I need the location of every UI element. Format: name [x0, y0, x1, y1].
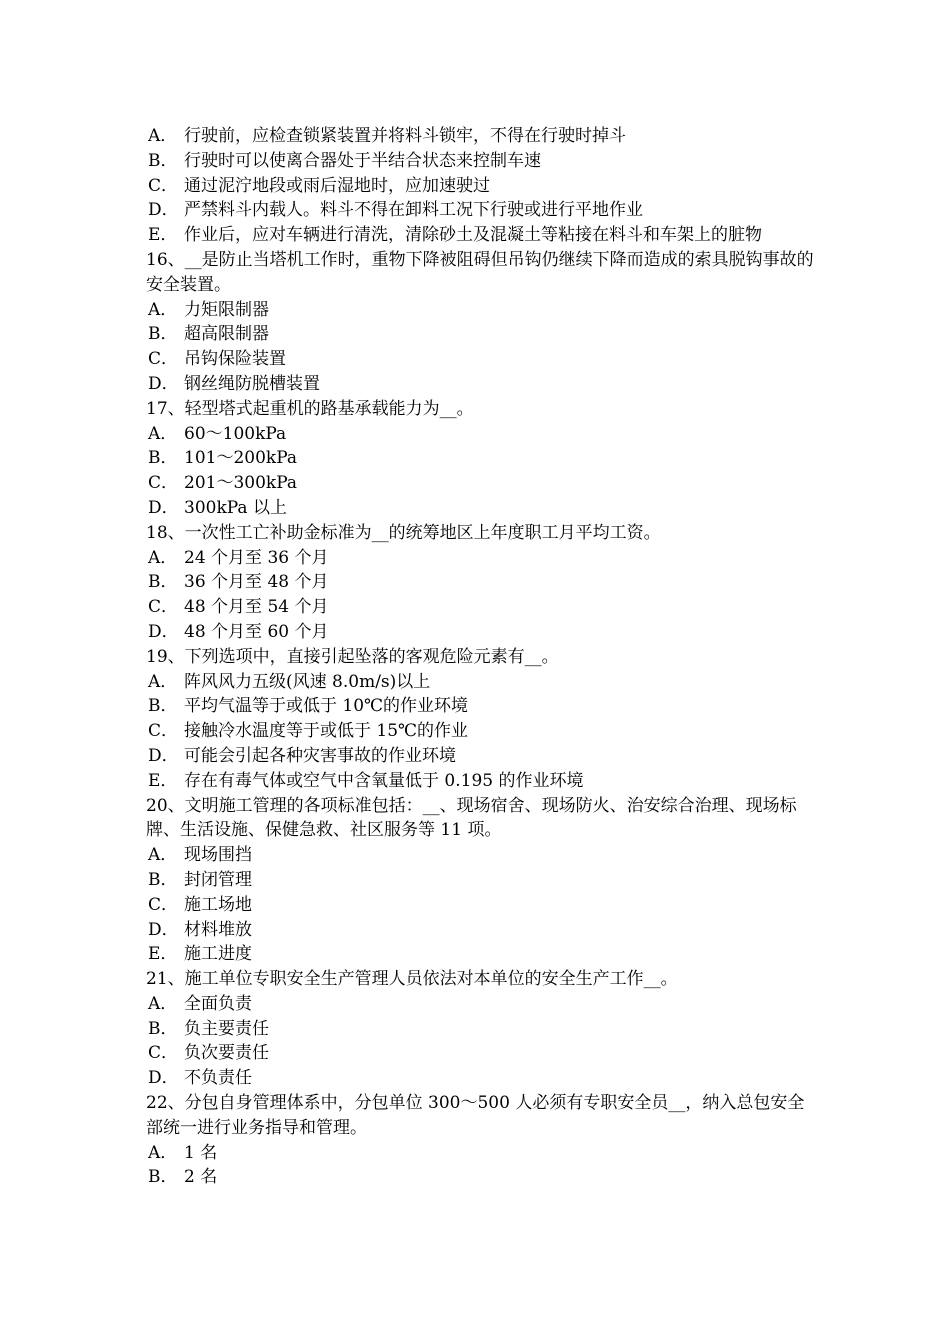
option-text: 36 个月至 48 个月 [184, 572, 329, 593]
option-label: D． [148, 745, 179, 766]
answer-option [146, 992, 814, 1017]
answer-option [146, 347, 814, 372]
option-label: B． [148, 150, 178, 171]
answer-option [146, 719, 814, 744]
option-label: A． [148, 423, 178, 444]
option-label: B． [148, 869, 178, 890]
option-text: 施工进度 [184, 944, 252, 965]
question-stem: 22、分包自身管理体系中，分包单位 300～500 人必须有专职安全员__，纳入总包安全部统一进行业务指导和管理。 [146, 1093, 805, 1138]
option-text: 全面负责 [184, 993, 252, 1014]
option-label: D． [148, 200, 179, 221]
option-label: B． [148, 1018, 178, 1039]
answer-option [146, 918, 814, 943]
option-label: B． [148, 448, 178, 469]
answer-option [146, 570, 814, 595]
option-text: 材料堆放 [184, 919, 252, 940]
option-text: 阵风风力五级(风速 8.0m/s)以上 [184, 671, 431, 692]
option-label: A． [148, 126, 178, 146]
answer-option [146, 322, 814, 347]
option-text: 钢丝绳防脱槽装置 [184, 373, 320, 394]
option-label: E． [148, 225, 178, 246]
option-text: 2 名 [184, 1167, 218, 1188]
option-label: D． [148, 919, 179, 940]
option-label: A． [148, 993, 178, 1014]
option-label: C． [148, 175, 179, 196]
answer-option [146, 446, 814, 471]
question-stem: 18、一次性工亡补助金标准为__的统筹地区上年度职工月平均工资。 [146, 522, 661, 543]
option-text: 行驶前，应检查锁紧装置并将料斗锁牢，不得在行驶时掉斗 [184, 126, 626, 146]
option-text: 负主要责任 [184, 1018, 269, 1039]
option-text: 封闭管理 [184, 869, 252, 890]
option-text: 201～300kPa [184, 473, 298, 494]
option-label: E． [148, 944, 178, 965]
answer-option [146, 124, 814, 149]
question-stem: 20、文明施工管理的各项标准包括：__、现场宿舍、现场防火、治安综合治理、现场标牌、生活设施、保健急救、社区服务等 11 项。 [146, 795, 797, 841]
option-label: B． [148, 572, 178, 593]
option-label: B． [148, 324, 178, 345]
answer-option [146, 595, 814, 620]
answer-option [146, 942, 814, 967]
answer-option [146, 174, 814, 199]
option-text: 超高限制器 [184, 324, 269, 345]
answer-option [146, 868, 814, 893]
answer-option [146, 670, 814, 695]
answer-option [146, 620, 814, 645]
option-label: A． [148, 299, 178, 320]
option-text: 300kPa 以上 [184, 497, 287, 518]
answer-option [146, 422, 814, 447]
option-label: B． [148, 1167, 178, 1188]
answer-option [146, 744, 814, 769]
option-label: C． [148, 1043, 179, 1064]
option-text: 作业后，应对车辆进行清洗，清除砂土及混凝土等粘接在料斗和车架上的脏物 [184, 225, 762, 246]
answer-option [146, 546, 814, 571]
option-text: 通过泥泞地段或雨后湿地时，应加速驶过 [184, 175, 490, 196]
option-text: 1 名 [184, 1142, 218, 1163]
option-text: 48 个月至 60 个月 [184, 621, 329, 642]
answer-option [146, 223, 814, 248]
option-label: D． [148, 373, 179, 394]
option-label: D． [148, 497, 179, 518]
option-text: 现场围挡 [184, 845, 252, 866]
option-text: 平均气温等于或低于 10℃的作业环境 [184, 696, 469, 717]
answer-option [146, 1066, 814, 1091]
answer-option [146, 1141, 814, 1166]
option-label: C． [148, 894, 179, 915]
option-text: 负次要责任 [184, 1043, 269, 1064]
option-text: 48 个月至 54 个月 [184, 597, 329, 618]
option-text: 存在有毒气体或空气中含氧量低于 0.195 的作业环境 [184, 770, 584, 791]
option-text: 行驶时可以使离合器处于半结合状态来控制车速 [184, 150, 541, 171]
answer-option [146, 149, 814, 174]
option-label: B． [148, 696, 178, 717]
option-text: 不负责任 [184, 1068, 252, 1089]
option-text: 施工场地 [184, 894, 252, 915]
answer-option [146, 843, 814, 868]
document-content [146, 124, 814, 1190]
answer-option [146, 893, 814, 918]
option-label: A． [148, 845, 178, 866]
option-label: D． [148, 1068, 179, 1089]
option-label: A． [148, 671, 178, 692]
question-stem: 16、__是防止当塔机工作时，重物下降被阻碍但吊钩仍继续下降而造成的索具脱钩事故的安全装置。 [146, 249, 814, 295]
option-text: 严禁料斗内载人。料斗不得在卸料工况下行驶或进行平地作业 [184, 200, 643, 221]
answer-option [146, 694, 814, 719]
option-text: 101～200kPa [184, 448, 298, 469]
option-text: 接触冷水温度等于或低于 15℃的作业 [184, 721, 469, 742]
question-stem: 21、施工单位专职安全生产管理人员依法对本单位的安全生产工作__。 [146, 969, 678, 990]
answer-option [146, 1165, 814, 1190]
option-label: C． [148, 349, 179, 370]
answer-option [146, 198, 814, 223]
option-label: C． [148, 721, 179, 742]
question-stem: 17、轻型塔式起重机的路基承载能力为__。 [146, 398, 474, 419]
option-text: 24 个月至 36 个月 [184, 547, 329, 568]
option-label: D． [148, 621, 179, 642]
option-text: 力矩限制器 [184, 299, 269, 320]
option-label: A． [148, 1142, 178, 1163]
option-label: C． [148, 473, 179, 494]
answer-option [146, 1041, 814, 1066]
option-text: 60～100kPa [184, 423, 287, 444]
answer-option [146, 496, 814, 521]
option-text: 吊钩保险装置 [184, 349, 286, 370]
answer-option [146, 769, 814, 794]
option-label: E． [148, 770, 178, 791]
answer-option [146, 372, 814, 397]
answer-option [146, 298, 814, 323]
option-label: C． [148, 597, 179, 618]
option-label: A． [148, 547, 178, 568]
option-text: 可能会引起各种灾害事故的作业环境 [184, 745, 456, 766]
question-stem: 19、下列选项中，直接引起坠落的客观危险元素有__。 [146, 646, 559, 667]
answer-option [146, 1017, 814, 1042]
answer-option [146, 471, 814, 496]
